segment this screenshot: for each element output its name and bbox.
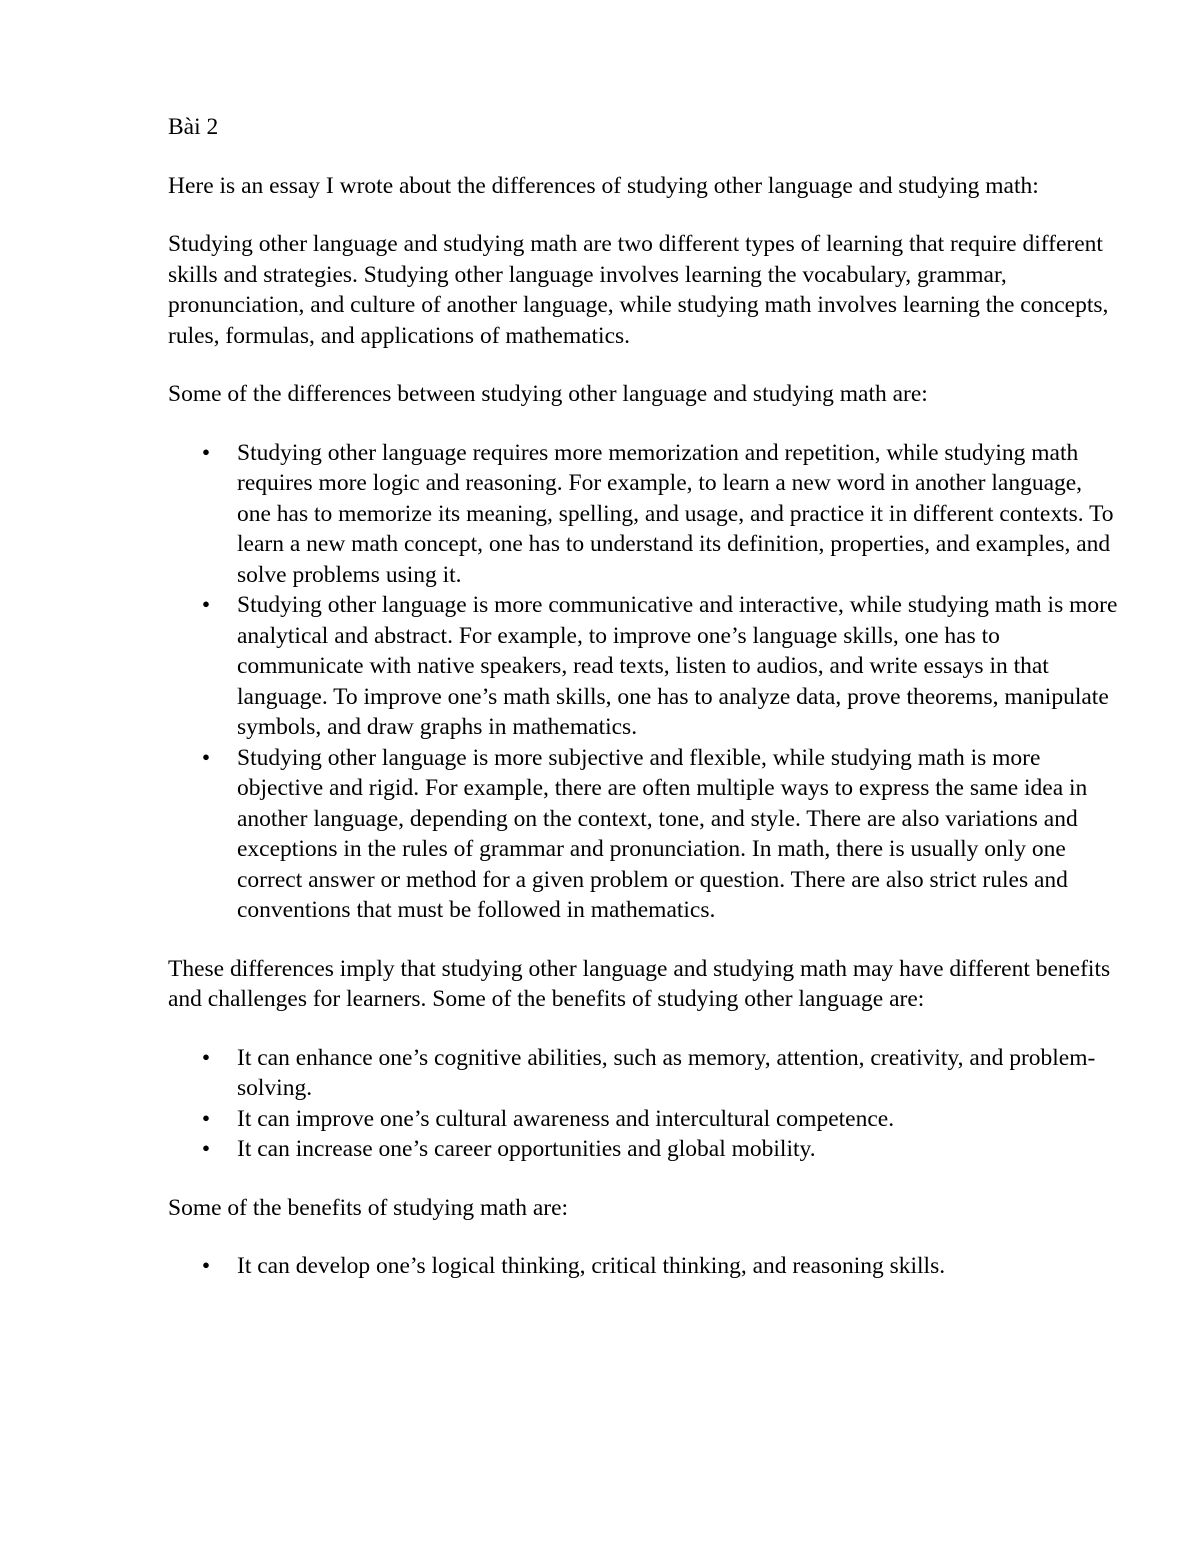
document-body [168, 112, 1118, 1310]
list-item [168, 743, 1118, 926]
bullet-icon: • [201, 744, 211, 771]
intro-paragraph: Here is an essay I wrote about the differences of studying other language and studying math: [168, 172, 1039, 199]
list-item-text: Studying other language is more subjective and flexible, while studying math is more objective and rigid. For example, there are often multiple ways to express the same idea in another language, depending on the context, tone, and style. There are also variations and exceptions in the rules of grammar and pronunciation. In math, there is usually only one correct answer or method for a given problem or question. There are also strict rules and conventions that must be followed in mathematics. [237, 744, 1088, 923]
language-benefits-list [168, 1043, 1118, 1165]
paragraph-overview: Studying other language and studying math are two different types of learning that require different skills and strategies. Studying other language involves learning the vocabulary, grammar, pronunciation, and culture of another language, while studying math involves learning the concepts, rules, formulas, and applications of mathematics. [168, 231, 1109, 349]
bullet-icon: • [201, 1105, 211, 1132]
bullet-icon: • [201, 592, 211, 618]
paragraph-differences-lead: Some of the differences between studying other language and studying math are: [168, 381, 928, 407]
bullet-icon: • [201, 1253, 211, 1279]
list-item-text: It can increase one’s career opportunities and global mobility. [237, 1136, 816, 1162]
list-item [168, 438, 1118, 591]
list-item-text: It can improve one’s cultural awareness and intercultural competence. [237, 1105, 895, 1132]
list-item-text: Studying other language is more communicative and interactive, while studying math is more analytical and abstract. For example, to improve one’s language skills, one has to communicate with native speakers, read texts, listen to audios, and write essays in that language. To improve one’s math skills, one has to analyze data, prove theorems, manipulate symbols, and draw graphs in mathematics. [237, 592, 1118, 740]
list-item [168, 1104, 1118, 1135]
math-benefits-list [168, 1251, 1118, 1282]
list-item [168, 1043, 1118, 1104]
paragraph-benefits-lead: These differences imply that studying other language and studying math may have different benefits and challenges for learners. Some of the benefits of studying other language are: [168, 955, 1111, 1012]
list-item-text: Studying other language requires more memorization and repetition, while studying math requires more logic and reasoning. For example, to learn a new word in another language, one has to memorize its meaning, spelling, and usage, and practice it in different contexts. To learn a new math concept, one has to understand its definition, properties, and examples, and solve problems using it. [237, 439, 1114, 588]
bullet-icon: • [201, 1136, 211, 1162]
document-title: Bài 2 [168, 114, 219, 140]
differences-list [168, 438, 1118, 926]
list-item-text: It can develop one’s logical thinking, critical thinking, and reasoning skills. [237, 1253, 946, 1279]
list-item-text: It can enhance one’s cognitive abilities, such as memory, attention, creativity, and problem-solving. [237, 1044, 1096, 1101]
list-item [168, 1134, 1118, 1165]
list-item [168, 1251, 1118, 1282]
bullet-icon: • [201, 439, 211, 466]
bullet-icon: • [201, 1044, 211, 1071]
paragraph-math-benefits-lead: Some of the benefits of studying math are: [168, 1194, 569, 1221]
list-item [168, 590, 1118, 743]
